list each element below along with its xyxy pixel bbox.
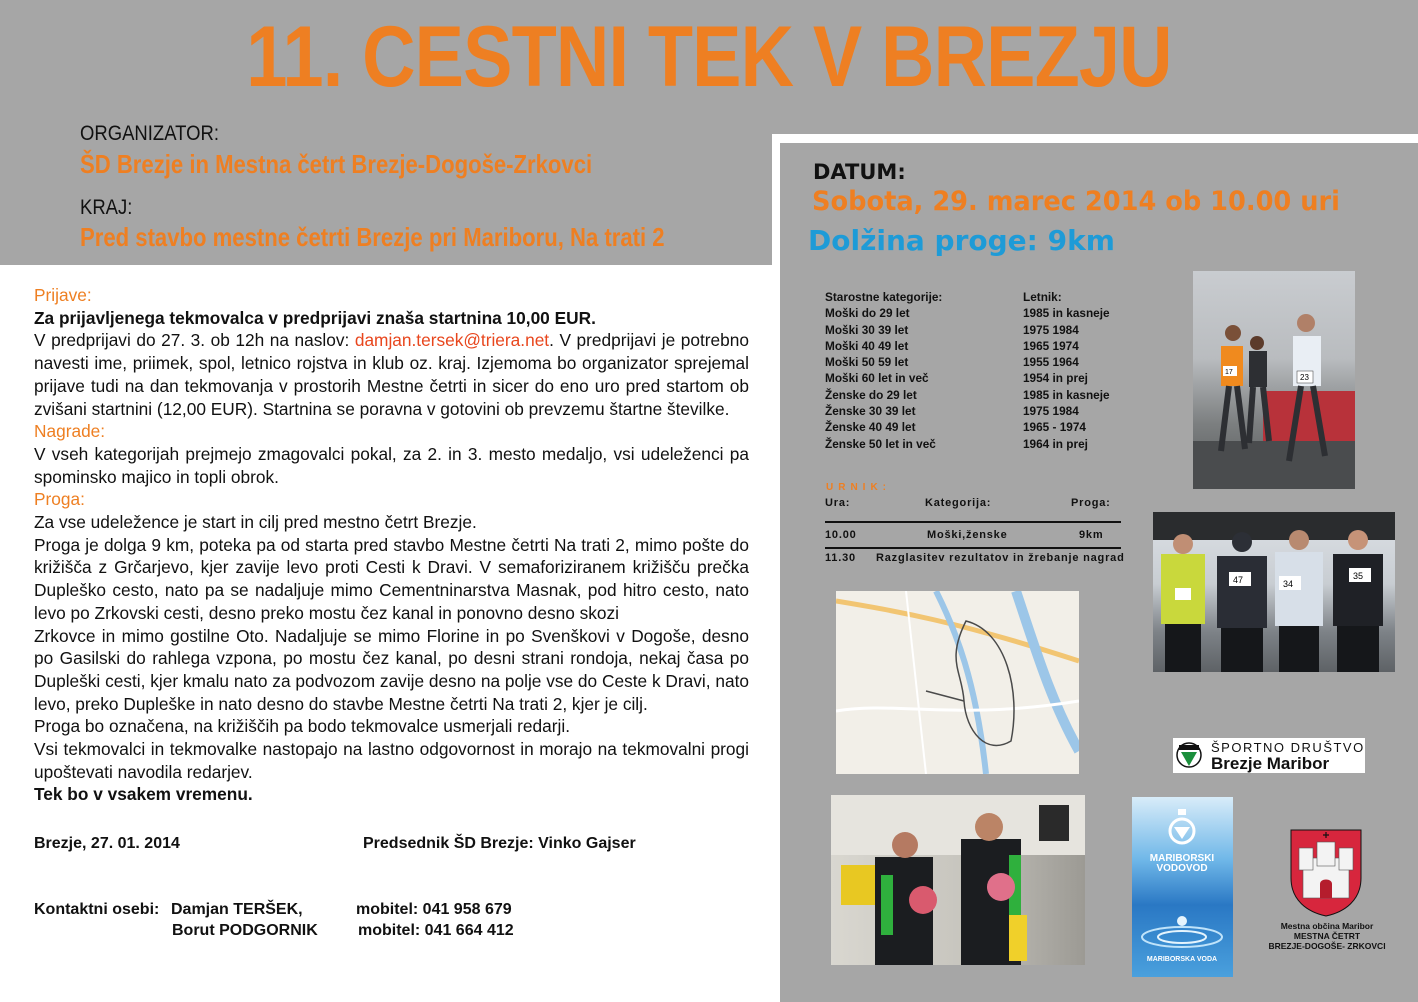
datum-label: DATUM: [813, 160, 906, 184]
proga-p2: Proga je dolga 9 km, poteka pa od starta pred stavbo Mestne četrti Na trati 2, mimo pošte do križišča z Grčarjevo, kjer zavije levo proti Cesti k Dravi. V semaforiziranem križišču prečka Dupleško cesto, nato pa se nadaljuje mimo Cementninarstva Masnak, pod hitro cesto, nato levo po Zrkovski cesti, desno preko mostu čez kanal in ponovno desno skozi [34, 534, 749, 623]
vodovod-line1: MARIBORSKI [1149, 853, 1215, 864]
prijave-text-pre: V predprijavi do 27. 3. ob 12h na naslov: [34, 330, 355, 351]
route-map[interactable] [836, 591, 1079, 774]
vodovod-logo-art [1132, 797, 1233, 977]
category-year: 1965 1974 [1023, 338, 1079, 353]
proga-p4: Proga bo označena, na križiščih pa bodo tekmovalce usmerjali redarji. [34, 716, 570, 737]
runners-photo [1193, 271, 1355, 489]
kraj-value: Pred stavbo mestne četrti Brezje pri Mariboru, Na trati 2 [80, 222, 665, 252]
schedule-row [825, 552, 1125, 568]
proga-p1: Za vse udeležence je start in cilj pred mestno četrt Brezje. [34, 512, 477, 533]
group-photo-art [1153, 512, 1395, 672]
kraj-label: KRAJ: [80, 196, 133, 219]
category-row [825, 354, 1110, 370]
category-name: Moški 50 59 let [825, 355, 909, 370]
sd-brezje-logo-art [1173, 738, 1365, 773]
category-name: Moški 30 39 let [825, 322, 909, 337]
email-link[interactable]: damjan.tersek@triera.net [354, 330, 550, 351]
schedule-header [825, 497, 1121, 519]
schedule-header-time: Ura: [825, 497, 851, 509]
category-row [825, 338, 1110, 354]
organizator-label: ORGANIZATOR: [80, 122, 219, 145]
vodovod-line2: VODOVOD [1156, 863, 1208, 874]
datum-value: Sobota, 29. marec 2014 ob 10.00 uri [812, 186, 1340, 217]
category-row [825, 403, 1110, 419]
coat-of-arms-icon [1289, 828, 1363, 918]
schedule-category: Moški,ženske [927, 529, 1008, 541]
schedule-header-track: Proga: [1071, 497, 1111, 509]
schedule-announcement: Razglasitev rezultatov in žrebanje nagrad [876, 552, 1125, 564]
schedule-table [825, 497, 1125, 568]
category-row [825, 370, 1110, 386]
category-name: Moški 40 49 let [825, 338, 909, 353]
info-text [34, 284, 749, 806]
category-year: 1955 1964 [1023, 355, 1079, 370]
schedule-header-category: Kategorija: [925, 497, 992, 509]
runners-photo-art [1193, 271, 1355, 489]
sd-brezje-logo [1173, 738, 1365, 773]
header-category: Starostne kategorije: [825, 290, 943, 304]
contact-phone-2: mobitel: 041 664 412 [358, 922, 514, 939]
category-year: 1954 in prej [1023, 371, 1088, 386]
bib-number: 23 [1300, 373, 1309, 382]
award-photo [831, 795, 1085, 965]
schedule-track: 9km [1079, 529, 1104, 541]
schedule-time: 10.00 [825, 529, 857, 541]
schedule-divider [825, 521, 1121, 523]
category-row [825, 322, 1110, 338]
category-year: 1965 - 1974 [1023, 420, 1086, 435]
category-name: Ženske 30 39 let [825, 404, 916, 419]
category-name: Ženske 40 49 let [825, 420, 916, 435]
category-year: 1964 in prej [1023, 436, 1088, 451]
proga-heading: Proga: [34, 489, 85, 510]
categories-header [825, 289, 1110, 305]
vodovod-bottom: MARIBORSKA VODA [1146, 956, 1218, 963]
contacts-label: Kontaktni osebi: [34, 901, 160, 918]
category-row [825, 436, 1110, 452]
urnik-title: URNIK: [826, 482, 891, 493]
category-row [825, 305, 1110, 321]
nagrade-text: V vseh kategorijah prejmejo zmagovalci pokal, za 2. in 3. mesto medaljo, vsi udeleženci pa spominsko majico in topli obrok. [34, 443, 749, 487]
mariborski-vodovod-logo [1132, 797, 1233, 977]
category-name: Ženske 50 let in več [825, 436, 936, 451]
header-year: Letnik: [1023, 290, 1062, 304]
coat-of-arms-art [1289, 828, 1363, 918]
grb-caption-line2: MESTNA ČETRT [1293, 931, 1361, 941]
route-map-art [836, 591, 1079, 774]
poster-title: 11. CESTNI TEK V BREZJU [246, 9, 1172, 105]
category-year: 1985 in kasneje [1023, 306, 1110, 321]
award-photo-art [831, 795, 1085, 965]
schedule-time: 11.30 [825, 552, 856, 564]
grb-caption-line3: BREZJE-DOGOŠE- ZRKOVCI [1268, 941, 1386, 951]
category-year: 1975 1984 [1023, 404, 1079, 419]
group-photo [1153, 512, 1395, 672]
category-name: Moški do 29 let [825, 306, 910, 321]
schedule-row [825, 529, 1121, 545]
category-name: Ženske do 29 let [825, 387, 917, 402]
proga-p6: Tek bo v vsakem vremenu. [34, 784, 253, 805]
category-row [825, 387, 1110, 403]
contact-person-1: Damjan TERŠEK, [171, 901, 303, 918]
place-date: Brezje, 27. 01. 2014 [34, 835, 180, 852]
schedule-divider [825, 547, 1121, 549]
contact-person-2: Borut PODGORNIK [172, 922, 318, 939]
bib-number: 35 [1353, 571, 1364, 581]
category-year: 1985 in kasneje [1023, 387, 1110, 402]
nagrade-heading: Nagrade: [34, 421, 106, 442]
president: Predsednik ŠD Brezje: Vinko Gajser [363, 835, 636, 852]
sd-logo-line2: Brezje Maribor [1211, 754, 1330, 773]
contact-phone-1: mobitel: 041 958 679 [356, 901, 512, 918]
sd-logo-line1: ŠPORTNO DRUŠTVO [1211, 740, 1365, 755]
organizator-value: ŠD Brezje in Mestna četrt Brezje-Dogoše-Zrkovci [80, 149, 593, 179]
bib-number: 17 [1225, 369, 1233, 376]
prijave-heading: Prijave: [34, 285, 92, 305]
track-length: Dolžina proge: 9km [808, 224, 1115, 257]
bib-number: 47 [1233, 575, 1244, 585]
proga-p3: Zrkovce in mimo gostilne Oto. Nadaljuje se mimo Florine in po Svenškovi v Dogoše, desno po Gasilski do rahlega vzpona, po mostu čez kanal, po desni strani rondoja, nekaj časa po Dupleški cesti, kjer kmalu nato za podvozom zavije desno na polje vse do Ceste k Dravi, nato levo, preko Dupleške in nato desno do stavbe Mestne četrti Na trati 2, kjer je cilj. [34, 625, 749, 714]
categories-table [825, 289, 1110, 452]
category-row [825, 419, 1110, 435]
bib-number: 34 [1283, 579, 1294, 589]
proga-p5: Vsi tekmovalci in tekmovalke nastopajo na lastno odgovornost in morajo na tekmovalni progi upoštevati navodila redarjev. [34, 739, 749, 782]
prijave-text [34, 329, 749, 420]
prijave-text-post: . V predprijavi je potrebno navesti ime, priimek, spol, letnico rojstva in klub oz. kraj. Izjemoma bo organizator sprejemal prijave tudi na dan tekmovanja v prostorih Mestne četrti in sicer do eno uro pred startom ob zvišani startnini (12,00 EUR). Startnina se poravna v gotovini ob prevzemu štartne številke. [34, 330, 749, 419]
grb-caption [1262, 921, 1392, 951]
category-name: Moški 60 let in več [825, 371, 929, 386]
category-year: 1975 1984 [1023, 322, 1079, 337]
prijave-fee: Za prijavljenega tekmovalca v predprijavi znaša startnina 10,00 EUR. [34, 307, 596, 328]
grb-caption-line1: Mestna občina Maribor [1280, 921, 1374, 931]
